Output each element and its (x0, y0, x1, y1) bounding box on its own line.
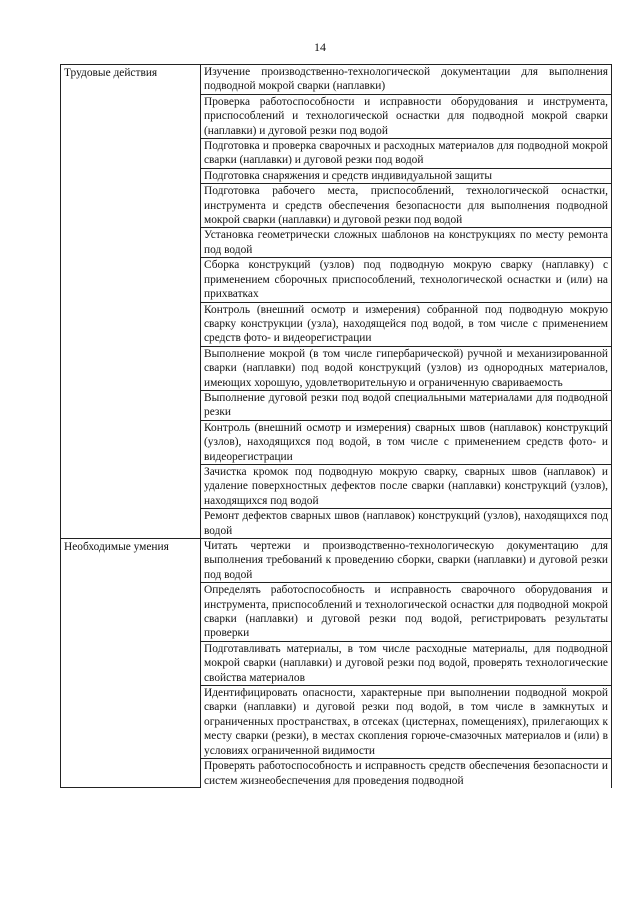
page-number: 14 (314, 40, 326, 54)
list-item: Проверять работоспособность и исправность средств обеспечения безопасности и систем жизнеобеспечения для проведения подводной (201, 759, 612, 788)
list-item: Выполнение дуговой резки под водой специальными материалами для подводной резки (201, 390, 612, 420)
list-item: Сборка конструкций (узлов) под подводную мокрую сварку (наплавку) с применением сборочных приспособлений, технологической оснастки и (или) на прихватках (201, 258, 612, 302)
list-item: Контроль (внешний осмотр и измерения) сварных швов (наплавок) конструкций (узлов), находящихся под водой, в том числе с применением средств фото- и видеорегистрации (201, 420, 612, 464)
list-item: Установка геометрически сложных шаблонов на конструкциях по месту ремонта под водой (201, 228, 612, 258)
list-item: Определять работоспособность и исправность сварочного оборудования и инструмента, приспособлений и технологической оснастки для подводной мокрой сварки (наплавки) и дуговой резки под водой, регистрировать результаты проверки (201, 583, 612, 642)
table-row (61, 65, 612, 95)
list-item: Выполнение мокрой (в том числе гипербарической) ручной и механизированной сварки (наплавки) под водой конструкций (узлов) из однородных материалов, имеющих хорошую, удовлетворительную и ограниченную свариваемость (201, 346, 612, 390)
list-item: Подготовка и проверка сварочных и расходных материалов для подводной мокрой сварки (наплавки) и дуговой резки под водой (201, 139, 612, 169)
list-item: Подготавливать материалы, в том числе расходные материалы, для подводной мокрой сварки (наплавки) и дуговой резки под водой, проверять технологические свойства материалов (201, 641, 612, 685)
list-item: Подготовка рабочего места, приспособлений, технологической оснастки, инструмента и средств обеспечения безопасности для выполнения подводной мокрой сварки (наплавки) и дуговой резки под водой (201, 184, 612, 228)
table-row (61, 539, 612, 583)
list-item: Ремонт дефектов сварных швов (наплавок) конструкций (узлов), находящихся под водой (201, 509, 612, 539)
section-heading: Трудовые действия (61, 65, 201, 539)
list-item: Подготовка снаряжения и средств индивидуальной защиты (201, 168, 612, 183)
list-item: Изучение производственно-технологической документации для выполнения подводной мокрой сварки (наплавки) (201, 65, 612, 95)
list-item: Читать чертежи и производственно-технологическую документацию для выполнения требований к проведению сборки, сварки (наплавки) и дуговой резки под водой (201, 539, 612, 583)
labor-functions-table (60, 64, 612, 788)
list-item: Контроль (внешний осмотр и измерения) собранной под подводную мокрую сварку конструкции (узла), находящейся под водой, в том числе с применением средств фото- и видеорегистрации (201, 302, 612, 346)
section-heading: Необходимые умения (61, 539, 201, 788)
list-item: Проверка работоспособности и исправности оборудования и инструмента, приспособлений и технологической оснастки для подводной мокрой сварки (наплавки) и дуговой резки под водой (201, 94, 612, 138)
list-item: Зачистка кромок под подводную мокрую сварку, сварных швов (наплавок) и удаление поверхностных дефектов после сварки (наплавки) конструкций (узлов), находящихся под водой (201, 464, 612, 508)
list-item: Идентифицировать опасности, характерные при выполнении подводной мокрой сварки (наплавки) и дуговой резки под водой, в том числе в замкнутых и ограниченных пространствах, в отсеках (цистернах, помещениях), прилегающих к месту сварки (резки), в местах скопления горюче-смазочных материалов и (или) в условиях ограниченной видимости (201, 686, 612, 759)
